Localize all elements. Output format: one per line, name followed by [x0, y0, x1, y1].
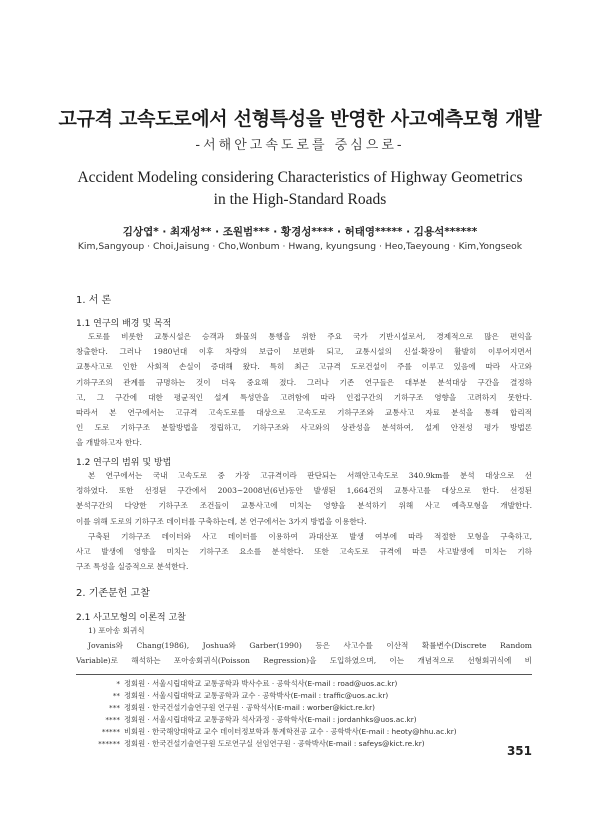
- paragraph-line: 기하구조의 관계를 규명하는 것이 더욱 중요해 졌다. 그러나 기존 연구들은 대부분 분석대상 구간을 결정하: [76, 377, 532, 387]
- paragraph-line: 교통사고로 인한 사회적 손실이 증대해 왔다. 특히 최근 고규격 도로건설이 주를 이루고 있음에 따라 사고와: [76, 362, 532, 372]
- subtitle-korean: -서해안고속도로를 중심으로-: [195, 138, 405, 153]
- footnote-divider: [76, 674, 532, 675]
- footnote-text: 비회원 · 한국해양대학교 교수 데이터정보학과 통계학전공 교수 · 공학박사(E-mail : heoty@hhu.ac.kr): [124, 727, 457, 737]
- footnote: [76, 678, 532, 690]
- title-english-line-1: Accident Modeling considering Characteristics of Highway Geometrics: [77, 169, 523, 186]
- paragraph-subheading-poisson: 1) 포아송 회귀식: [88, 626, 145, 635]
- footnotes: [76, 678, 532, 751]
- paragraph-line: 이를 위해 도로의 기하구조 데이터를 구축하는데, 본 연구에서는 3가지 방법을 이용한다.: [76, 516, 367, 526]
- paragraph-line: Variable)로 해석하는 포아송회귀식(Poisson Regression)을 도입하였으며, 이는 개념적으로 선형회귀식에 비: [76, 656, 532, 666]
- footnote-mark: ******: [98, 739, 120, 749]
- paragraph-line: 본 연구에서는 국내 고속도로 중 가장 고규격이라 판단되는 서해안고속도로 340.9km를 분석 대상으로 선: [88, 471, 532, 480]
- footnote: [76, 738, 532, 750]
- footnote-mark: *****: [101, 727, 120, 737]
- footnote-text: 정회원 · 서울시립대학교 교통공학과 교수 · 공학박사(E-mail : traffic@uos.ac.kr): [124, 691, 389, 701]
- footnote-text: 정회원 · 한국건설기술연구원 도로연구실 선임연구원 · 공학박사(E-mail : safeys@kict.re.kr): [124, 739, 425, 749]
- paragraph-background: [76, 329, 532, 451]
- subsection-heading-background: 1.1 연구의 배경 및 목적: [76, 319, 172, 329]
- footnote-mark: ***: [109, 703, 120, 713]
- footnote: [76, 690, 532, 702]
- section-heading-literature-review: 2. 기존문헌 고찰: [76, 588, 150, 599]
- paragraph-line: 정하였다. 또한 선정된 구간에서 2003~2008년(6년)동안 발생된 1,664건의 교통사고를 대상으로 한다. 선정된: [76, 486, 532, 496]
- title-korean: 고규격 고속도로에서 선형특성을 반영한 사고예측모형 개발: [58, 108, 542, 130]
- footnote: [76, 726, 532, 738]
- title-english: [40, 167, 560, 211]
- footnote: [76, 714, 532, 726]
- paragraph-line: 따라서 본 연구에서는 고규격 고속도로를 대상으로 고속도로 기하구조와 교통사고 자료 분석을 통해 합리적: [76, 408, 532, 418]
- paragraph-line: 구조 특성을 실증적으로 분석한다.: [76, 562, 189, 572]
- paragraph-theory: [76, 623, 532, 669]
- paragraph-line: 인 도로 기하구조 분할방법을 정립하고, 기하구조와 사고와의 상관성을 분석하여, 설계 안전성 평가 방법론: [76, 423, 532, 433]
- paragraph-line: 을 개발하고자 한다.: [76, 438, 142, 448]
- footnote-text: 정회원 · 서울시립대학교 교통공학과 박사수료 · 공학석사(E-mail : road@uos.ac.kr): [124, 679, 398, 688]
- subsection-heading-scope: 1.2 연구의 범위 및 방법: [76, 458, 172, 468]
- paragraph-line: 분석구간의 다양한 기하구조 조건들이 교통사고에 미치는 영향을 분석하기 위해 사고 예측모형을 개발한다.: [76, 501, 532, 511]
- footnote-text: 정회원 · 서울시립대학교 교통공학과 석사과정 · 공학학사(E-mail : jordanhks@uos.ac.kr): [124, 715, 417, 725]
- paragraph-line: 고, 그 구간에 대한 평균적인 설계 특성만을 고려함에 따라 인접구간의 기하구조 영향을 고려하지 못한다.: [76, 392, 532, 402]
- page-number: 351: [506, 744, 532, 758]
- authors-korean: 김상엽* · 최재성** · 조원범*** · 황경성**** · 허태영***** · 김용석******: [122, 226, 478, 238]
- authors-english: Kim,Sangyoup · Choi,Jaisung · Cho,Wonbum · Hwang, kyungsung · Heo,Taeyoung · Kim,Yongseok: [77, 241, 523, 252]
- paragraph-line: 사고 발생에 영향을 미치는 기하구조 요소를 분석한다. 또한 고속도로 규격에 따른 사고발생에 미치는 기하: [76, 547, 532, 557]
- paragraph-line: 구축된 기하구조 데이터와 사고 데이터를 이용하여 과대산포 발생 여부에 따라 적절한 모형을 구축하고,: [88, 531, 532, 541]
- section-heading-introduction: 1. 서 론: [76, 295, 112, 306]
- title-english-line-2: in the High-Standard Roads: [213, 191, 387, 208]
- paragraph-line: Jovanis와 Chang(1986), Joshua와 Garber(1990) 등은 사고수를 이산적 확률변수(Discrete Random: [88, 641, 532, 651]
- footnote-mark: **: [112, 691, 120, 701]
- footnote-text: 정회원 · 한국건설기술연구원 연구원 · 공학석사(E-mail : worber@kict.re.kr): [124, 703, 375, 713]
- paragraph-line: 도로를 비롯한 교통시설은 승객과 화물의 통행을 위한 주요 국가 기반시설로서, 경제적으로 많은 편익을: [88, 332, 532, 341]
- footnote-mark: ****: [105, 715, 120, 725]
- paragraph-line: 창출한다. 그러나 1980년대 이후 차량의 보급이 보편화 되고, 교통시설의 신설·확장이 활발히 이루어지면서: [76, 347, 532, 357]
- footnote: [76, 702, 532, 714]
- footnote-mark: *: [116, 679, 120, 688]
- paragraph-scope: [76, 468, 532, 574]
- subsection-heading-theory: 2.1 사고모형의 이론적 고찰: [76, 613, 186, 623]
